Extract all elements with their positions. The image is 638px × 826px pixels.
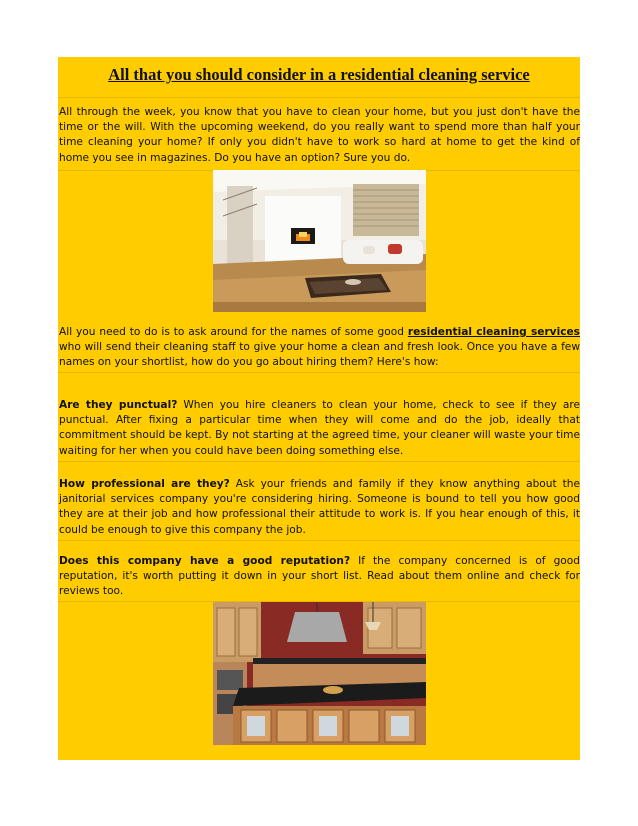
section-text: When you hire cleaners to clean your home, check to see if they are punctual. After fixing a particular time when they will come and do the job, ideally that commitment should be kept. By not starting at the agreed time, your cleaner will waste your time waiting for her when you could have been doing something else. (59, 399, 580, 457)
hiring-paragraph (58, 325, 580, 373)
section-heading: Does this company have a good reputation? (59, 555, 351, 567)
section-heading: Are they punctual? (59, 399, 178, 411)
section-text: If the company concerned is of good reputation, it's worth putting it down in your short list. Read about them online and check for reviews too. (59, 555, 580, 598)
document-page (58, 57, 580, 760)
section-professional (58, 477, 580, 541)
kitchen-photo (213, 602, 426, 745)
hiring-text-after: who will send their cleaning staff to give your home a clean and fresh look. Once you have a few names on your shortlist, how do you go about hiring them? Here's how: (59, 341, 580, 369)
residential-cleaning-services-link[interactable]: residential cleaning services (407, 326, 580, 338)
section-reputation (58, 554, 580, 602)
section-heading: How professional are they? (59, 478, 230, 490)
section-text: Ask your friends and family if they know anything about the janitorial services company you're considering hiring. Someone is bound to tell you how good they are at their job and how professional their attitude to work is. If you hear enough of this, it could be enough to give this company the job. (59, 478, 580, 536)
living-room-photo (213, 170, 426, 312)
document-title: All that you should consider in a residential cleaning service (58, 57, 580, 98)
section-punctual (58, 398, 580, 462)
intro-paragraph: All through the week, you know that you have to clean your home, but you just don't have the time or the will. With the upcoming weekend, do you really want to spend more than half your time cleaning your home? If only you didn't have to work so hard at home to get the kind of home you see in magazines. Do you have an option? Sure you do. (58, 105, 580, 171)
hiring-text-before: All you need to do is to ask around for the names of some good (59, 326, 408, 338)
